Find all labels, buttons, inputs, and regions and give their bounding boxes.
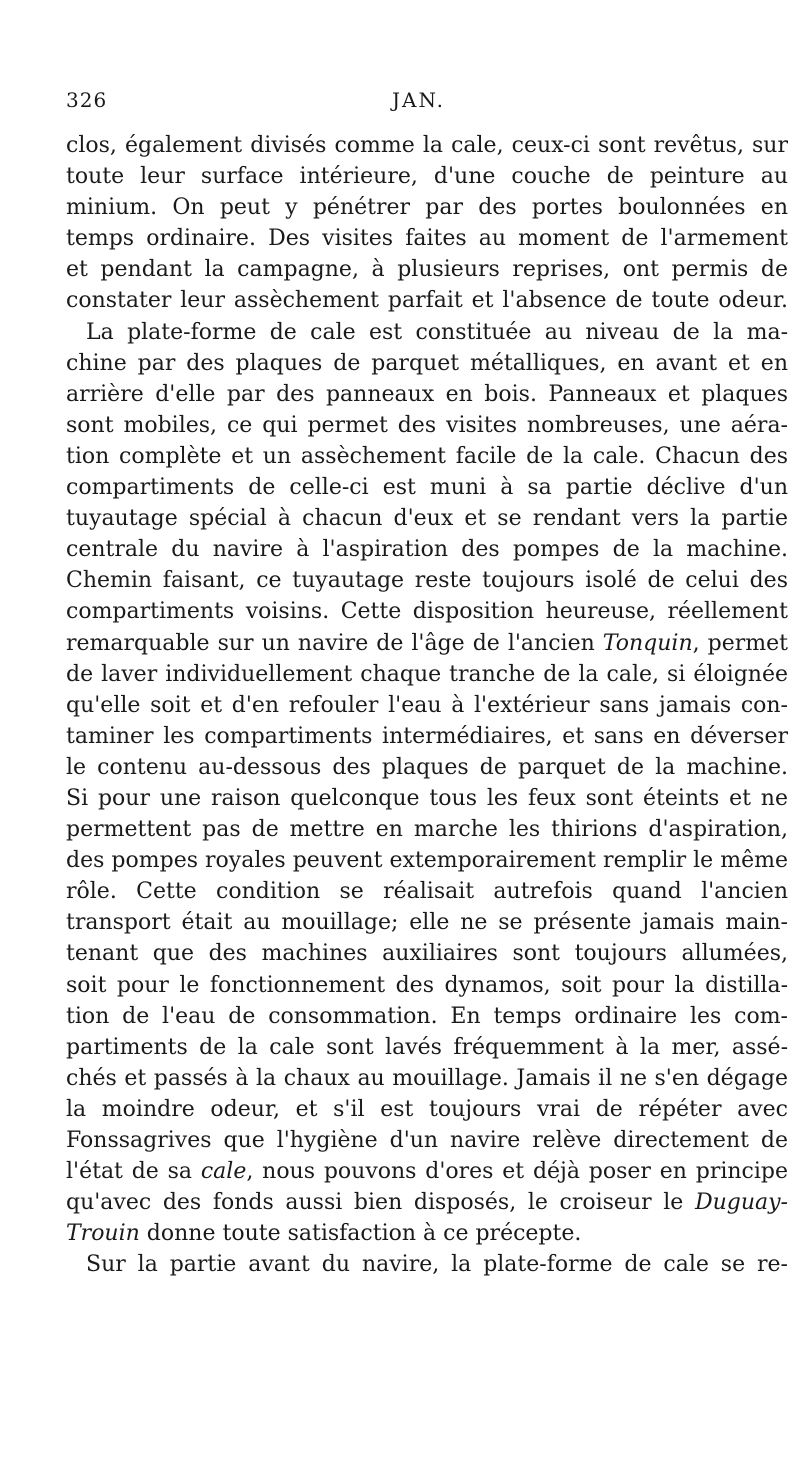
text-line: Sur la partie avant du navire, la plate-forme de cale se re- bbox=[86, 1252, 788, 1278]
text-line: et pendant la campagne, à plusieurs reprises, ont permis de bbox=[66, 257, 788, 283]
text-line: Si pour une raison quelconque tous les feux sont éteints et ne bbox=[66, 785, 788, 811]
text-line: de laver individuellement chaque tranche de la cale, si éloignée bbox=[66, 661, 788, 687]
text-line: taminer les compartiments intermédiaires, et sans en déverser bbox=[66, 723, 788, 749]
text-line: toute leur surface intérieure, d'une couche de peinture au bbox=[66, 164, 788, 190]
text-line: permettent pas de mettre en marche les thirions d'aspiration, bbox=[66, 817, 788, 843]
text-line: tion de l'eau de consommation. En temps ordinaire les com- bbox=[66, 1003, 788, 1029]
text-line: Fonssagrives que l'hygiène d'un navire relève directement de bbox=[66, 1128, 788, 1153]
text-line: minium. On peut y pénétrer par des portes boulonnées en bbox=[66, 195, 788, 221]
text-line: chés et passés à la chaux au mouillage. Jamais il ne s'en dégage bbox=[66, 1065, 788, 1091]
text-line: chine par des plaques de parquet métalliques, en avant et en bbox=[66, 350, 788, 376]
text-line: tenant que des machines auxiliaires sont toujours allumées, bbox=[66, 941, 788, 967]
text-line: rôle. Cette condition se réalisait autrefois quand l'ancien bbox=[66, 879, 788, 905]
text-line: centrale du navire à l'aspiration des pompes de la machine. bbox=[66, 537, 788, 563]
text-line: clos, également divisés comme la cale, ceux-ci sont revêtus, sur bbox=[66, 133, 788, 158]
text-line: Chemin faisant, ce tuyautage reste toujours isolé de celui des bbox=[66, 568, 788, 594]
text-line: partiments de la cale sont lavés fréquemment à la mer, assé- bbox=[66, 1034, 788, 1060]
text-line: La plate-forme de cale est constituée au niveau de la ma- bbox=[86, 319, 788, 345]
text-line: l'état de sa cale, nous pouvons d'ores et déjà poser en principe bbox=[66, 1159, 788, 1185]
body-text bbox=[66, 130, 788, 1280]
text-line: transport était au mouillage; elle ne se présente jamais main- bbox=[66, 910, 788, 936]
page-number: 326 bbox=[66, 88, 108, 112]
text-line: qu'elle soit et d'en refouler l'eau à l'extérieur sans jamais con- bbox=[66, 692, 788, 718]
text-line: la moindre odeur, et s'il est toujours vrai de répéter avec bbox=[66, 1096, 788, 1122]
text-line: soit pour le fonctionnement des dynamos, soit pour la distilla- bbox=[66, 972, 788, 998]
text-line: temps ordinaire. Des visites faites au moment de l'armement bbox=[66, 226, 788, 252]
running-head: JAN. bbox=[392, 88, 446, 112]
text-line: constater leur assèchement parfait et l'absence de toute odeur. bbox=[66, 288, 788, 314]
text-line: compartiments de celle-ci est muni à sa partie déclive d'un bbox=[66, 475, 788, 501]
text-line: arrière d'elle par des panneaux en bois. Panneaux et plaques bbox=[66, 381, 788, 407]
text-line: des pompes royales peuvent extemporairement remplir le même bbox=[66, 848, 788, 874]
text-line: sont mobiles, ce qui permet des visites nombreuses, une aéra- bbox=[66, 412, 788, 438]
text-line: qu'avec des fonds aussi bien disposés, le croiseur le Duguay- bbox=[66, 1190, 788, 1216]
page-header bbox=[66, 88, 766, 116]
text-line: tuyautage spécial à chacun d'eux et se rendant vers la partie bbox=[66, 506, 788, 532]
text-line: tion complète et un assèchement facile de la cale. Chacun des bbox=[66, 443, 788, 469]
text-line: remarquable sur un navire de l'âge de l'ancien Tonquin, permet bbox=[66, 630, 788, 656]
text-line: Trouin donne toute satisfaction à ce précepte. bbox=[66, 1221, 582, 1247]
text-line: compartiments voisins. Cette disposition heureuse, réellement bbox=[66, 599, 788, 625]
text-line: le contenu au-dessous des plaques de parquet de la machine. bbox=[66, 754, 788, 780]
